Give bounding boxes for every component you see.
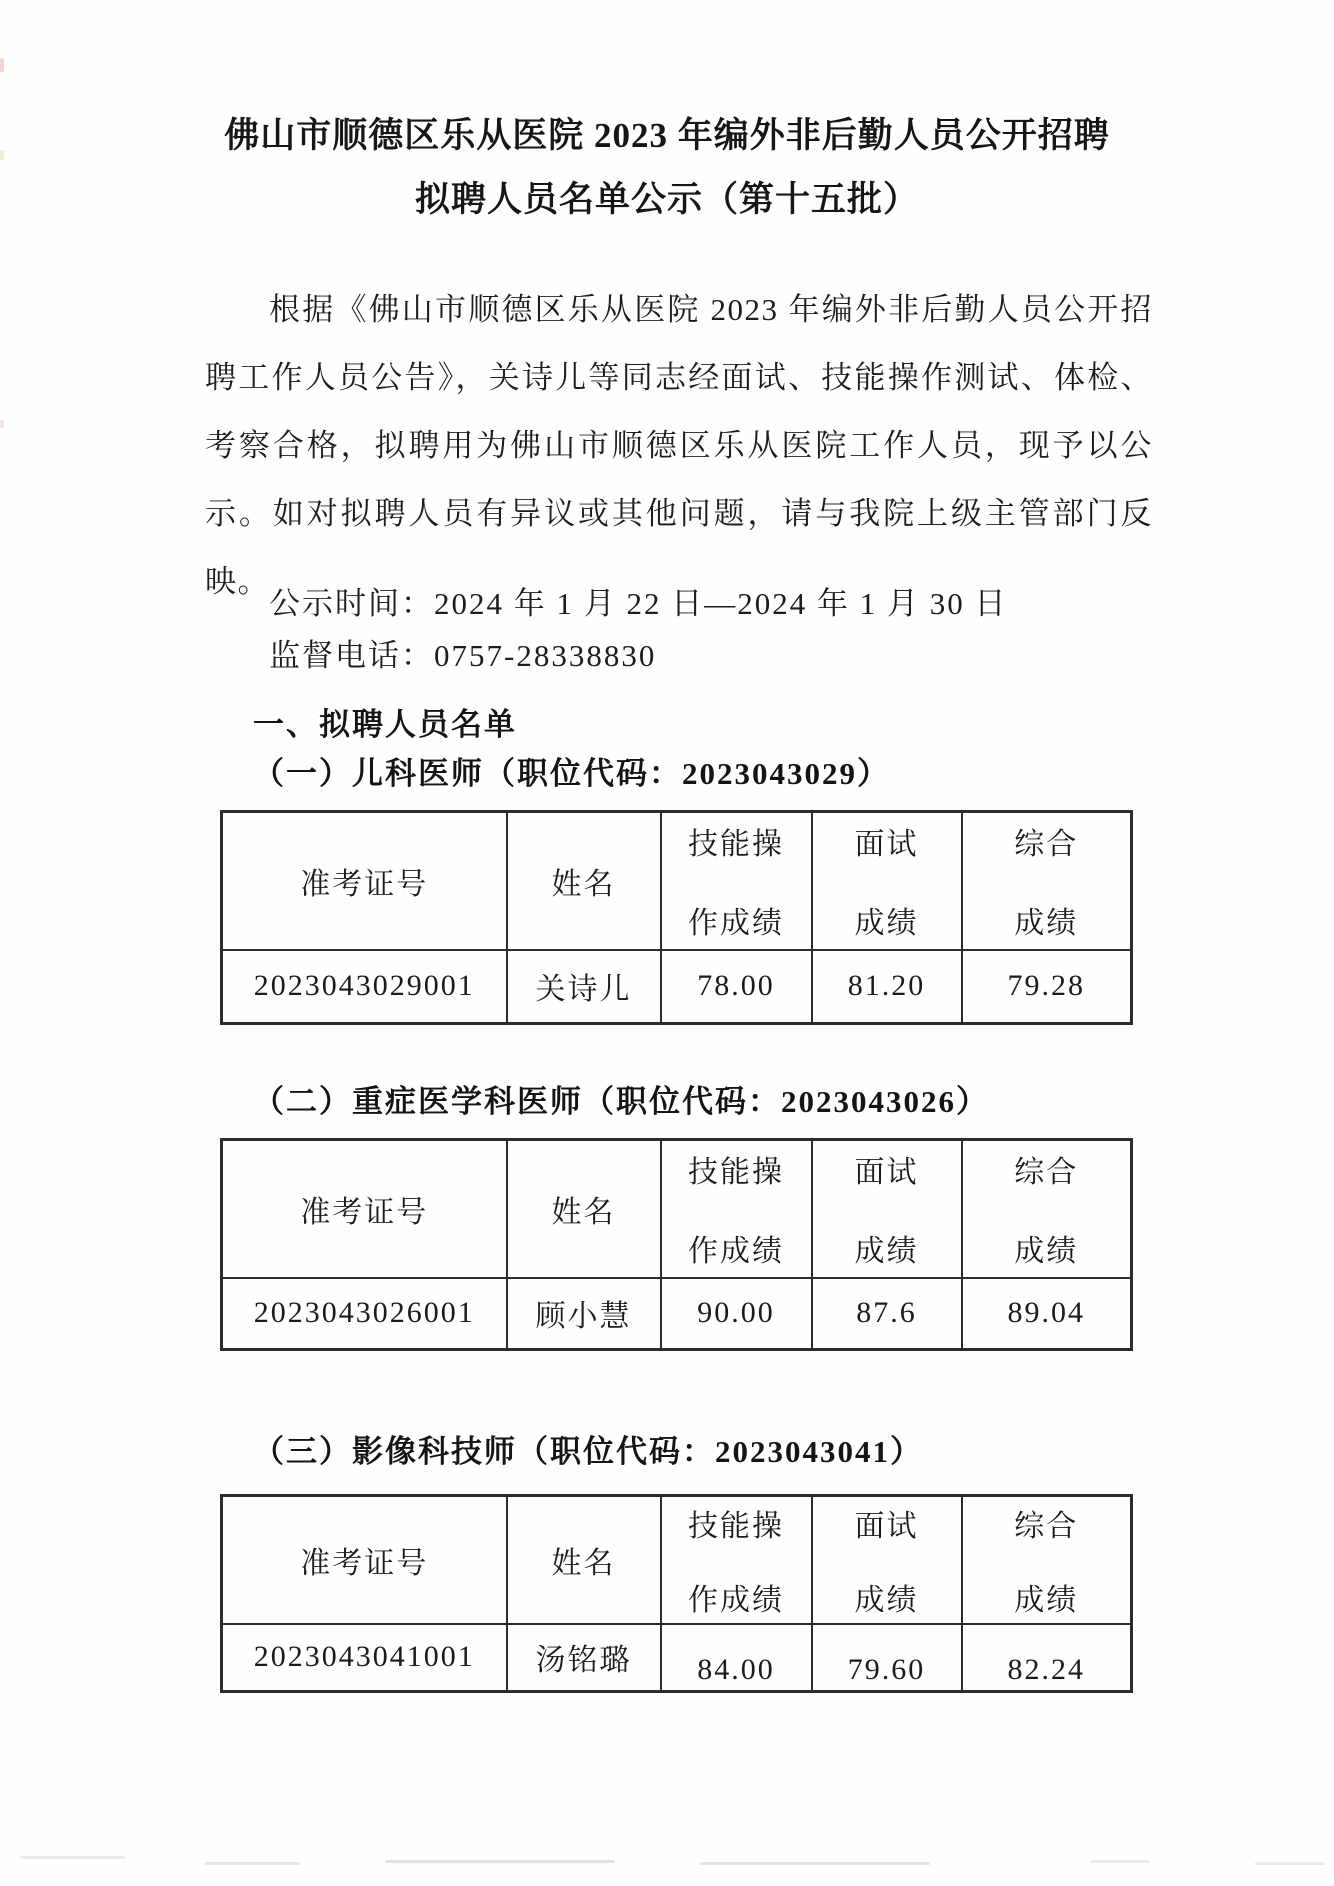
interview-header-line1: 面试 [854, 1156, 919, 1190]
col-header-overall-score [962, 1496, 1132, 1624]
col-header-name [507, 812, 661, 950]
cell-interview-score: 81.20 [812, 950, 962, 1024]
scan-artifact [0, 58, 4, 72]
col-header-overall-score [962, 812, 1132, 950]
col-header-exam-no [222, 1140, 507, 1278]
document-title-line2: 拟聘人员名单公示（第十五批） [414, 180, 919, 219]
table-3-data-row [222, 1624, 1132, 1692]
col-header-exam-no [222, 812, 507, 950]
overall-header-line2: 成绩 [1014, 1235, 1079, 1269]
interview-header-line2: 成绩 [854, 1583, 919, 1617]
cell-name: 汤铭璐 [507, 1624, 661, 1692]
score-table-3 [220, 1494, 1133, 1693]
table-3-header-row [222, 1496, 1132, 1624]
score-table-2 [220, 1138, 1133, 1351]
overall-header-line1: 综合 [1014, 1156, 1079, 1190]
overall-header-line1: 综合 [1014, 1509, 1079, 1543]
supervision-phone-line: 监督电话：0757-28338830 [269, 638, 657, 673]
cell-interview-score [812, 1624, 962, 1692]
col-header-exam-no-label: 准考证号 [300, 1546, 429, 1580]
position-caption-2: （二）重症医学科医师（职位代码：2023043026） [253, 1084, 989, 1119]
cell-skill-score: 90.00 [661, 1278, 812, 1350]
scan-artifact [20, 1856, 125, 1859]
scan-artifact [0, 420, 4, 428]
position-caption-1: （一）儿科医师（职位代码：2023043029） [253, 756, 890, 791]
col-header-name-label: 姓名 [551, 1546, 616, 1580]
col-header-exam-no [222, 1496, 507, 1624]
skill-header-line2: 作成绩 [688, 1583, 784, 1617]
col-header-interview-score [812, 1496, 962, 1624]
overall-header-line2: 成绩 [1014, 907, 1079, 941]
document-title-line1: 佛山市顺德区乐从医院 2023 年编外非后勤人员公开招聘 [224, 116, 1110, 155]
overall-header-line2: 成绩 [1014, 1583, 1079, 1617]
interview-header-line1: 面试 [854, 828, 919, 862]
scan-artifact [700, 1862, 930, 1865]
cell-overall-score: 89.04 [962, 1278, 1132, 1350]
skill-header-line2: 作成绩 [688, 907, 784, 941]
interview-header-line2: 成绩 [854, 907, 919, 941]
overall-header-line1: 综合 [1014, 828, 1079, 862]
col-header-skill-score [661, 1496, 812, 1624]
publicity-time-line: 公示时间：2024 年 1 月 22 日—2024 年 1 月 30 日 [269, 586, 1008, 621]
interview-header-line1: 面试 [854, 1509, 919, 1543]
col-header-interview-score [812, 812, 962, 950]
scan-artifact [205, 1862, 300, 1865]
col-header-name [507, 1140, 661, 1278]
cell-exam-no: 2023043026001 [222, 1278, 507, 1350]
cell-skill-score [661, 1624, 812, 1692]
table-2-header-row [222, 1140, 1132, 1278]
skill-header-line1: 技能操 [688, 828, 784, 862]
skill-header-line2: 作成绩 [688, 1235, 784, 1269]
scan-artifact [1090, 1860, 1150, 1863]
interview-header-line2: 成绩 [854, 1235, 919, 1269]
table-1-header-row [222, 812, 1132, 950]
cell-skill-score: 78.00 [661, 950, 812, 1024]
col-header-exam-no-label: 准考证号 [300, 1195, 429, 1229]
cell-overall-score: 79.28 [962, 950, 1132, 1024]
skill-header-line1: 技能操 [688, 1509, 784, 1543]
col-header-interview-score [812, 1140, 962, 1278]
cell-interview-score: 87.6 [812, 1278, 962, 1350]
col-header-name-label: 姓名 [551, 867, 616, 901]
cell-name: 关诗儿 [507, 950, 661, 1024]
col-header-name-label: 姓名 [551, 1195, 616, 1229]
section-title: 一、拟聘人员名单 [253, 707, 517, 742]
scan-artifact [1255, 1862, 1325, 1865]
table-2-data-row [222, 1278, 1132, 1350]
cell-name: 顾小慧 [507, 1278, 661, 1350]
col-header-name [507, 1496, 661, 1624]
cell-exam-no: 2023043041001 [222, 1624, 507, 1692]
col-header-skill-score [661, 812, 812, 950]
skill-header-line1: 技能操 [688, 1156, 784, 1190]
cell-exam-no: 2023043029001 [222, 950, 507, 1024]
skill-score-value: 84.00 [697, 1653, 775, 1687]
body-paragraph: 根据《佛山市顺德区乐从医院 2023 年编外非后勤人员公开招聘工作人员公告》，关诗儿等同志经面试、技能操作测试、体检、考察合格，拟聘用为佛山市顺德区乐从医院工作人员，现予以公示。如对拟聘人员有异议或其他问题，请与我院上级主管部门反映。 [205, 292, 1153, 599]
col-header-exam-no-label: 准考证号 [300, 867, 429, 901]
cell-overall-score [962, 1624, 1132, 1692]
scan-artifact [385, 1860, 615, 1863]
col-header-skill-score [661, 1140, 812, 1278]
interview-score-value: 79.60 [847, 1653, 926, 1687]
score-table-1 [220, 810, 1133, 1025]
position-caption-3: （三）影像科技师（职位代码：2023043041） [253, 1434, 923, 1469]
table-1-data-row [222, 950, 1132, 1024]
overall-score-value: 82.24 [1007, 1653, 1085, 1687]
col-header-overall-score [962, 1140, 1132, 1278]
